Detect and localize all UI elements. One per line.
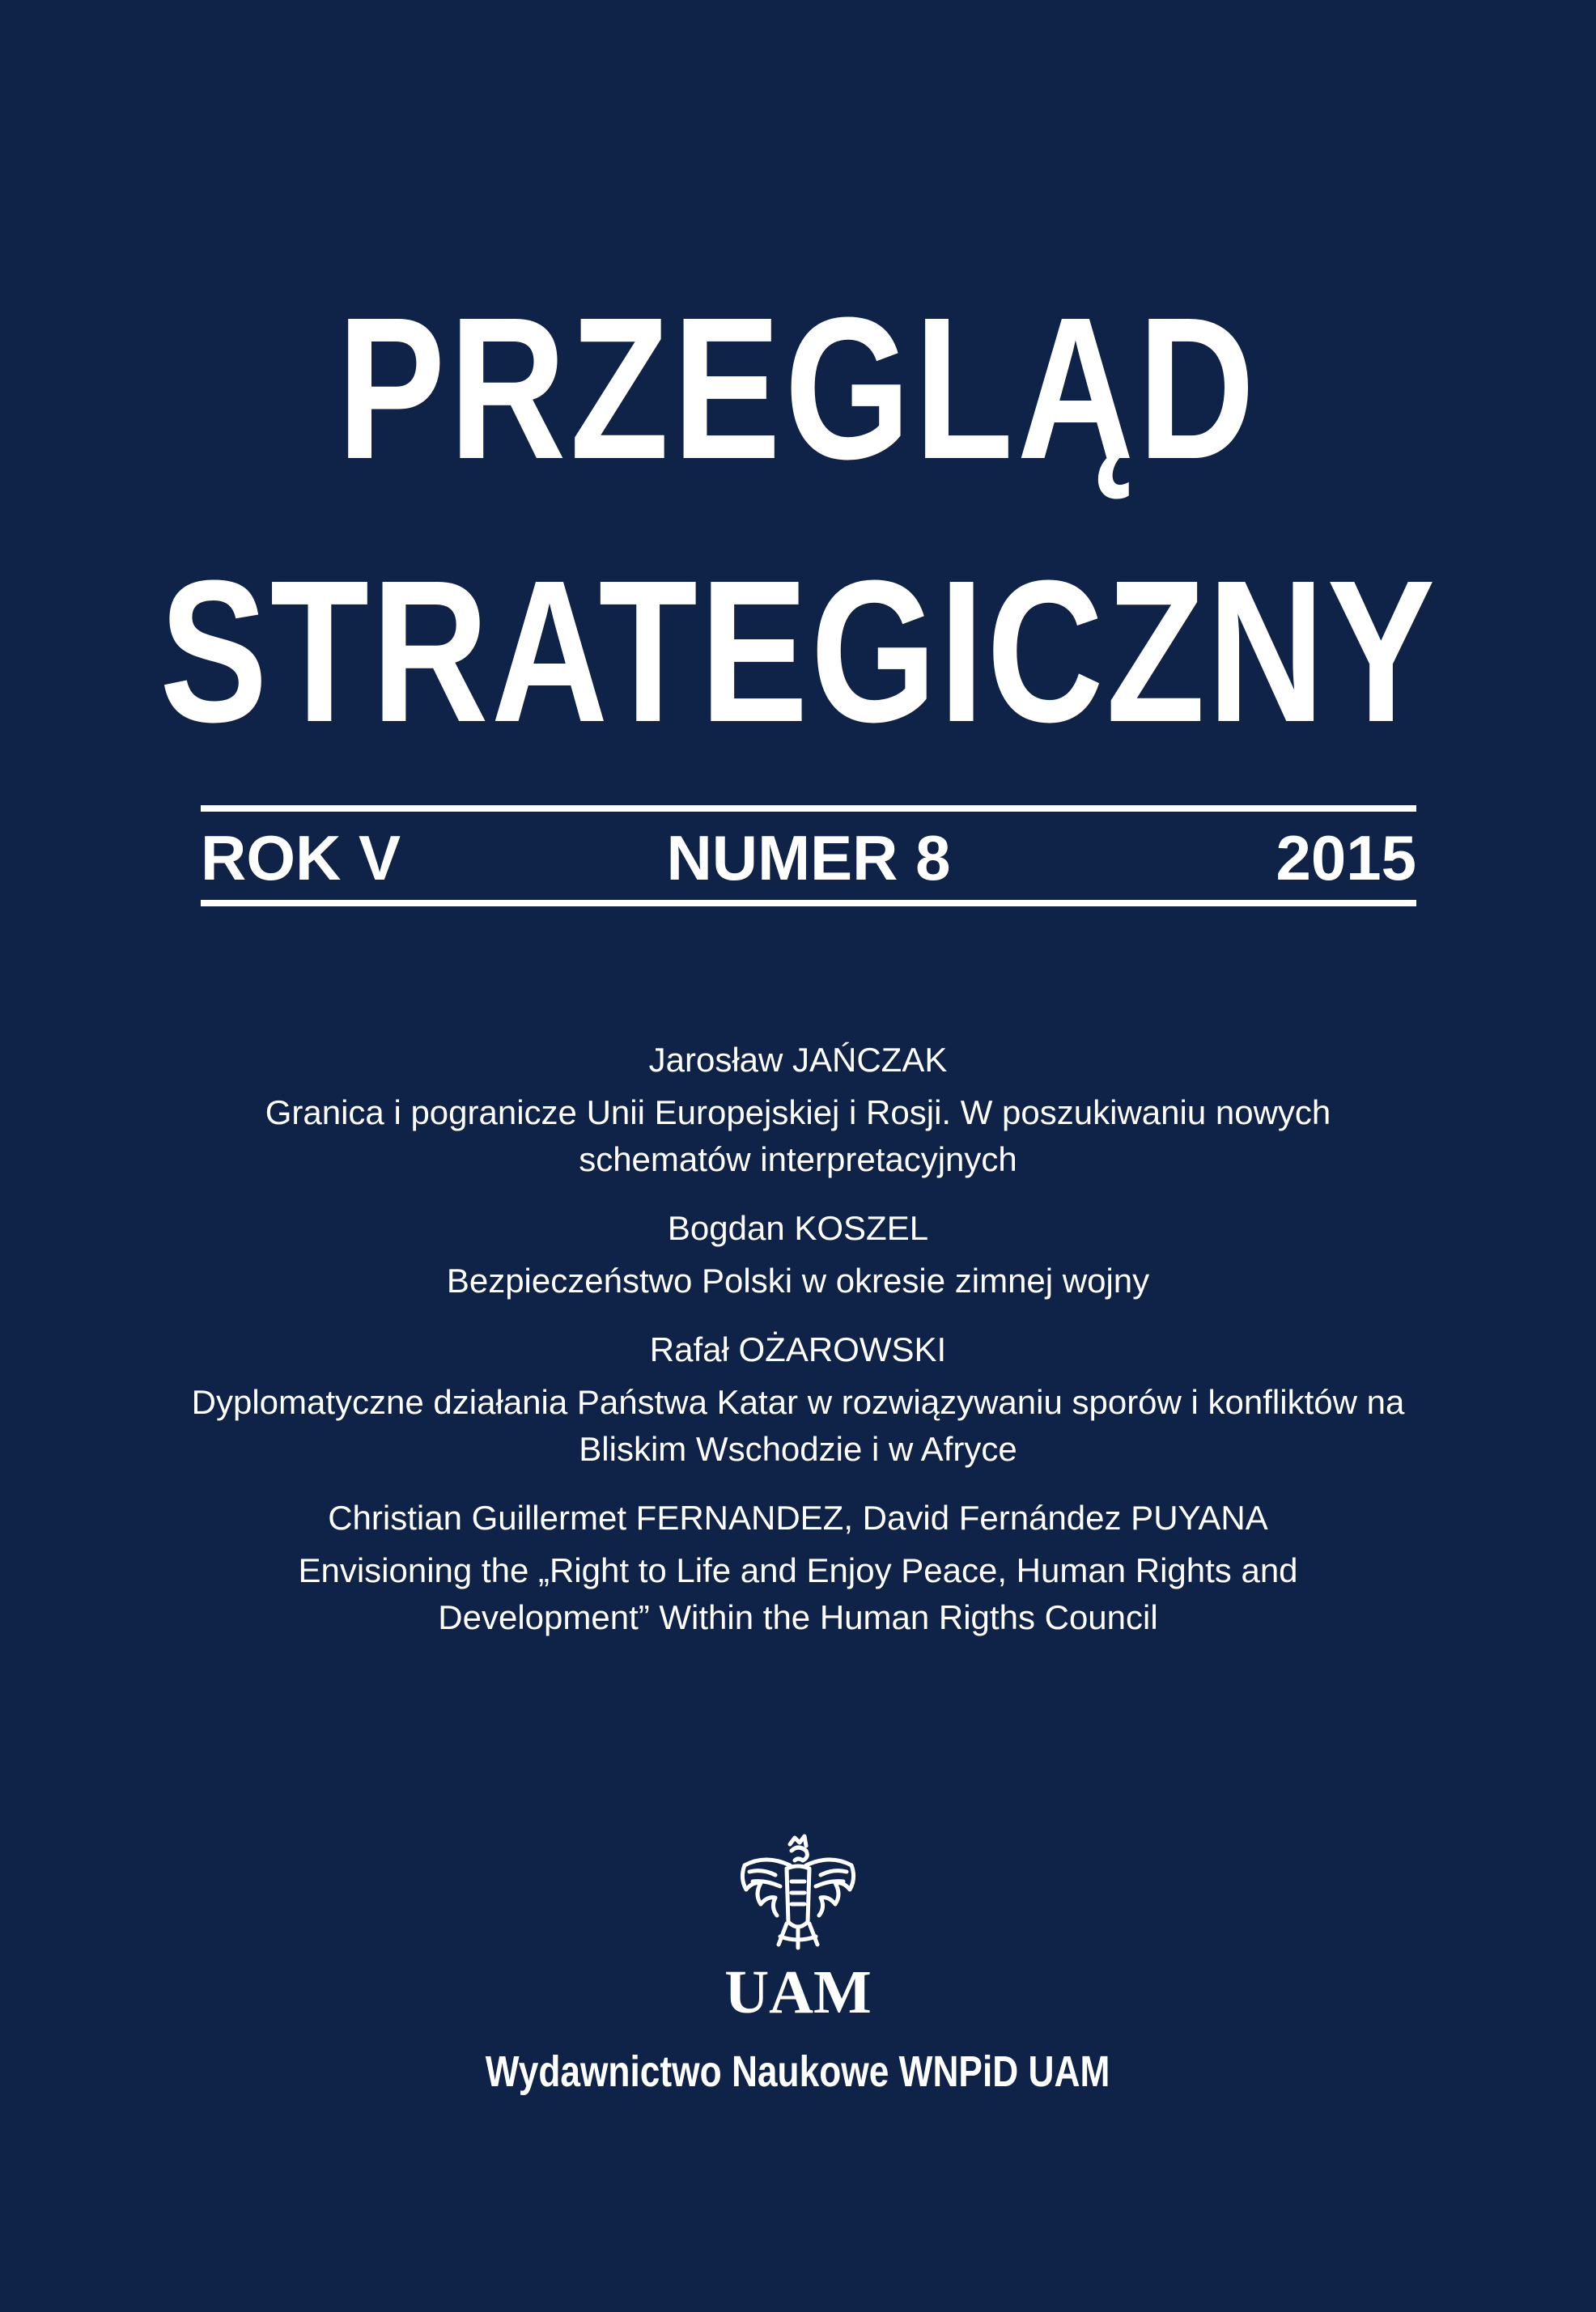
article-author: Christian Guillermet FERNANDEZ, David Fernández PUYANA bbox=[328, 1499, 1268, 1537]
volume-label: ROK V bbox=[201, 822, 401, 893]
emblem-text: UAM bbox=[724, 1958, 872, 2026]
table-of-contents bbox=[0, 1036, 1596, 1662]
publisher-name-text: Wydawnictwo Naukowe WNPiD UAM bbox=[486, 2047, 1110, 2096]
issue-info-row bbox=[201, 817, 1416, 898]
journal-title-line2: STRATEGICZNY bbox=[159, 538, 1438, 764]
issue-number-label: NUMER 8 bbox=[666, 822, 951, 893]
publisher-name bbox=[0, 2043, 1596, 2100]
article-title: Granica i pogranicze Unii Europejskiej i Rosji. W poszukiwaniu nowych schematów interpretacyjnych bbox=[265, 1093, 1331, 1178]
article-title: Bezpieczeństwo Polski w okresie zimnej wojny bbox=[446, 1262, 1150, 1300]
article-author: Bogdan KOSZEL bbox=[667, 1209, 929, 1247]
article-title: Envisioning the „Right to Life and Enjoy Peace, Human Rights and Development” Within the Human Rigths Council bbox=[298, 1551, 1298, 1636]
article-entry bbox=[0, 1494, 1596, 1641]
article-title: Dyplomatyczne działania Państwa Katar w rozwiązywaniu sporów i konfliktów na Bliskim Wschodzie i w Afryce bbox=[191, 1383, 1405, 1468]
article-author: Jarosław JAŃCZAK bbox=[648, 1041, 948, 1079]
journal-title-line1: PRZEGLĄD bbox=[337, 275, 1259, 501]
issue-year: 2015 bbox=[1276, 822, 1416, 893]
article-entry bbox=[0, 1036, 1596, 1183]
article-entry bbox=[0, 1204, 1596, 1304]
divider-bottom bbox=[201, 900, 1416, 906]
article-entry bbox=[0, 1326, 1596, 1473]
divider-top bbox=[201, 805, 1416, 812]
uam-eagle-emblem-icon bbox=[724, 1833, 872, 2027]
article-author: Rafał OŻAROWSKI bbox=[649, 1330, 947, 1368]
